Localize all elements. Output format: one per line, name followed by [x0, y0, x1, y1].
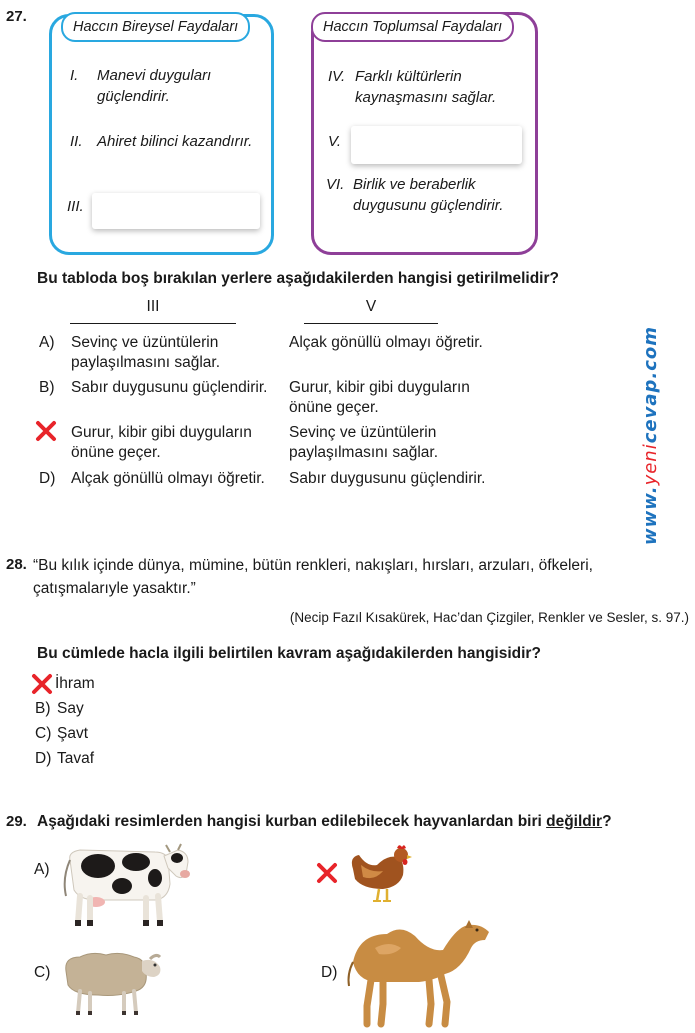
question-28-text: Bu cümlede hacla ilgili belirtilen kavram aşağıdakilerden hangisidir? [37, 645, 541, 662]
numeral: V. [328, 133, 342, 150]
individual-benefits-title: Haccın Bireysel Faydaları [61, 12, 250, 42]
column-head-iii: III [146, 298, 160, 315]
selected-cross-mark-icon [35, 420, 57, 442]
column-underline-v [304, 323, 438, 324]
option-text: Say [57, 700, 84, 717]
option-label: A) [34, 861, 50, 878]
option-iii-text: Gurur, kibir gibi duyguların önüne geçer. [71, 424, 252, 461]
right-item-iv [328, 66, 528, 110]
blank-slot-v [351, 126, 522, 164]
option-label: B) [39, 379, 55, 396]
question-27-number: 27. [6, 8, 27, 25]
selected-cross-mark-icon [316, 862, 338, 884]
numeral: III. [67, 198, 84, 215]
option-v-text: Sevinç ve üzüntülerin paylaşılmasını sağlar. [289, 424, 439, 461]
watermark: www.yenicevap.com [640, 326, 661, 545]
numeral: VI. [326, 176, 345, 193]
option-iii-text: Sabır duygusunu güçlendirir. [71, 379, 268, 396]
option-iii-text: Alçak gönüllü olmayı öğretir. [71, 470, 265, 487]
question-28-quote: “Bu kılık içinde dünya, mümine, bütün renkleri, nakışları, hırsları, arzuları, öfkeleri, çatışmalarıyle yasaktır.” [33, 557, 593, 597]
item-text: Ahiret bilinci kazandırır. [97, 133, 253, 150]
option-text: Şavt [57, 725, 89, 742]
option-label: D) [39, 470, 56, 487]
item-text: Farklı kültürlerin kaynaşmasını sağlar. [355, 68, 497, 106]
right-item-vi [326, 174, 526, 240]
numeral: II. [70, 133, 83, 150]
column-head-v: V [365, 298, 377, 315]
option-v-text: Alçak gönüllü olmayı öğretir. [289, 334, 483, 351]
option-label: D) [35, 750, 52, 767]
left-item-ii [70, 131, 260, 175]
column-underline-iii [70, 323, 236, 324]
option-text: İhram [55, 675, 95, 692]
cow-image [60, 838, 192, 928]
question-29-text: Aşağıdaki resimlerden hangisi kurban edilebilecek hayvanlardan biri değildir? [37, 813, 612, 830]
question-27-text: Bu tabloda boş bırakılan yerlere aşağıdakilerden hangisi getirilmelidir? [37, 270, 559, 287]
option-v-text: Sabır duygusunu güçlendirir. [289, 470, 486, 487]
option-label: C) [35, 725, 52, 742]
numeral: IV. [328, 68, 346, 85]
item-text: Birlik ve beraberlik duygusunu güçlendirir. [353, 176, 504, 214]
quote-source: (Necip Fazıl Kısakürek, Hac’dan Çizgiler, Renkler ve Sesler, s. 97.) [289, 610, 689, 625]
blank-slot-iii [92, 193, 260, 229]
option-v-text: Gurur, kibir gibi duyguların önüne geçer. [289, 379, 470, 416]
sheep-image [58, 945, 164, 1017]
item-text: Manevi duyguları güçlendirir. [97, 67, 212, 105]
left-item-i [70, 65, 260, 109]
social-benefits-title: Haccın Toplumsal Faydaları [311, 12, 514, 42]
option-label: C) [34, 964, 51, 981]
option-text: Tavaf [57, 750, 95, 767]
chicken-image [345, 843, 417, 905]
question-29-number: 29. [6, 813, 27, 830]
option-label: B) [35, 700, 51, 717]
numeral: I. [70, 67, 79, 84]
camel-image [345, 918, 493, 1030]
selected-cross-mark-icon [31, 673, 53, 695]
option-label: D) [321, 964, 338, 981]
option-iii-text: Sevinç ve üzüntülerin paylaşılmasını sağlar. [71, 334, 221, 371]
question-28-number: 28. [6, 556, 27, 573]
option-label: A) [39, 334, 55, 351]
